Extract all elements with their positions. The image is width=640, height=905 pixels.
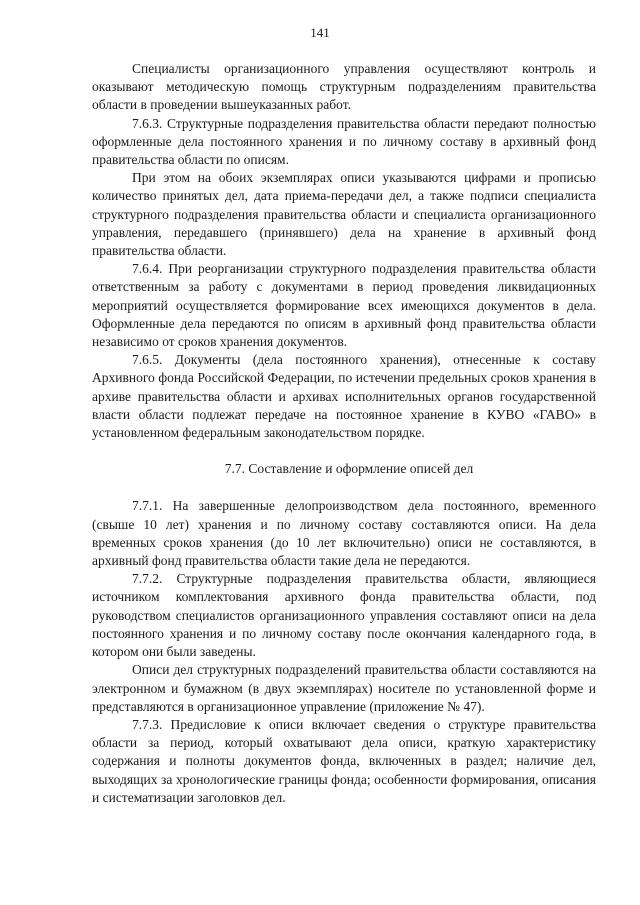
paragraph: Описи дел структурных подразделений правительства области составляются на электронном и бумажном (в двух экземплярах) носителе по установленной форме и представляются в организационное управление (приложение № 47). [92, 662, 596, 714]
paragraph: 7.7.3. Предисловие к описи включает сведения о структуре правительства области за период, который охватывают дела описи, краткую характеристику содержания и полноты документов фонда, включенных в раздел; наличие дел, выходящих за хронологические границы фонда; особенности формирования, описания и систематизации заголовков дел. [92, 716, 596, 805]
paragraph: 7.6.3. Структурные подразделения правительства области передают полностью оформленные дела постоянного хранения и по личному составу в архивный фонд правительства области по описям. [92, 115, 596, 168]
paragraph: При этом на обоих экземплярах описи указываются цифрами и прописью количество принятых дел, дата приема-передачи дел, а также подписи специалиста структурного подразделения правительства области и специалиста организационного управления, передавшего (принявшего) дела на хранение в архивный фонд правительства области. [92, 170, 596, 259]
paragraph: 7.6.4. При реорганизации структурного подразделения правительства области ответственным за работу с документами в период проведения ликвидационных мероприятий осуществляется формирование всех имеющихся документов в дела. Оформленные дела передаются по описям в архивный фонд правительства области независимо от сроков хранения документов. [92, 261, 596, 350]
page-number: 141 [310, 25, 330, 40]
section-heading: 7.7. Составление и оформление описей дел [224, 461, 474, 477]
paragraph: 7.6.5. Документы (дела постоянного хранения), отнесенные к составу Архивного фонда Российской Федерации, по истечении предельных сроков хранения в архиве правительства области и архивах исполнительных органов государственной власти области подлежат передаче на постоянное хранение в КУВО «ГАВО» в установленном федеральным законодательством порядке. [92, 352, 596, 441]
document-body [92, 60, 596, 807]
paragraph: Специалисты организационного управления осуществляют контроль и оказывают методическую помощь структурным подразделениям правительства области в проведении вышеуказанных работ. [92, 61, 596, 113]
paragraph: 7.7.1. На завершенные делопроизводством дела постоянного, временного (свыше 10 лет) хранения и по личному составу составляются описи. На дела временных сроков хранения (до 10 лет включительно) описи не составляются, в архивный фонд правительства области такие дела не передаются. [92, 498, 596, 569]
paragraph: 7.7.2. Структурные подразделения правительства области, являющиеся источником комплектования архивного фонда правительства области, под руководством специалистов организационного управления составляют описи на дела постоянного хранения и по личному составу после окончания календарного года, в котором они были заведены. [92, 571, 596, 660]
